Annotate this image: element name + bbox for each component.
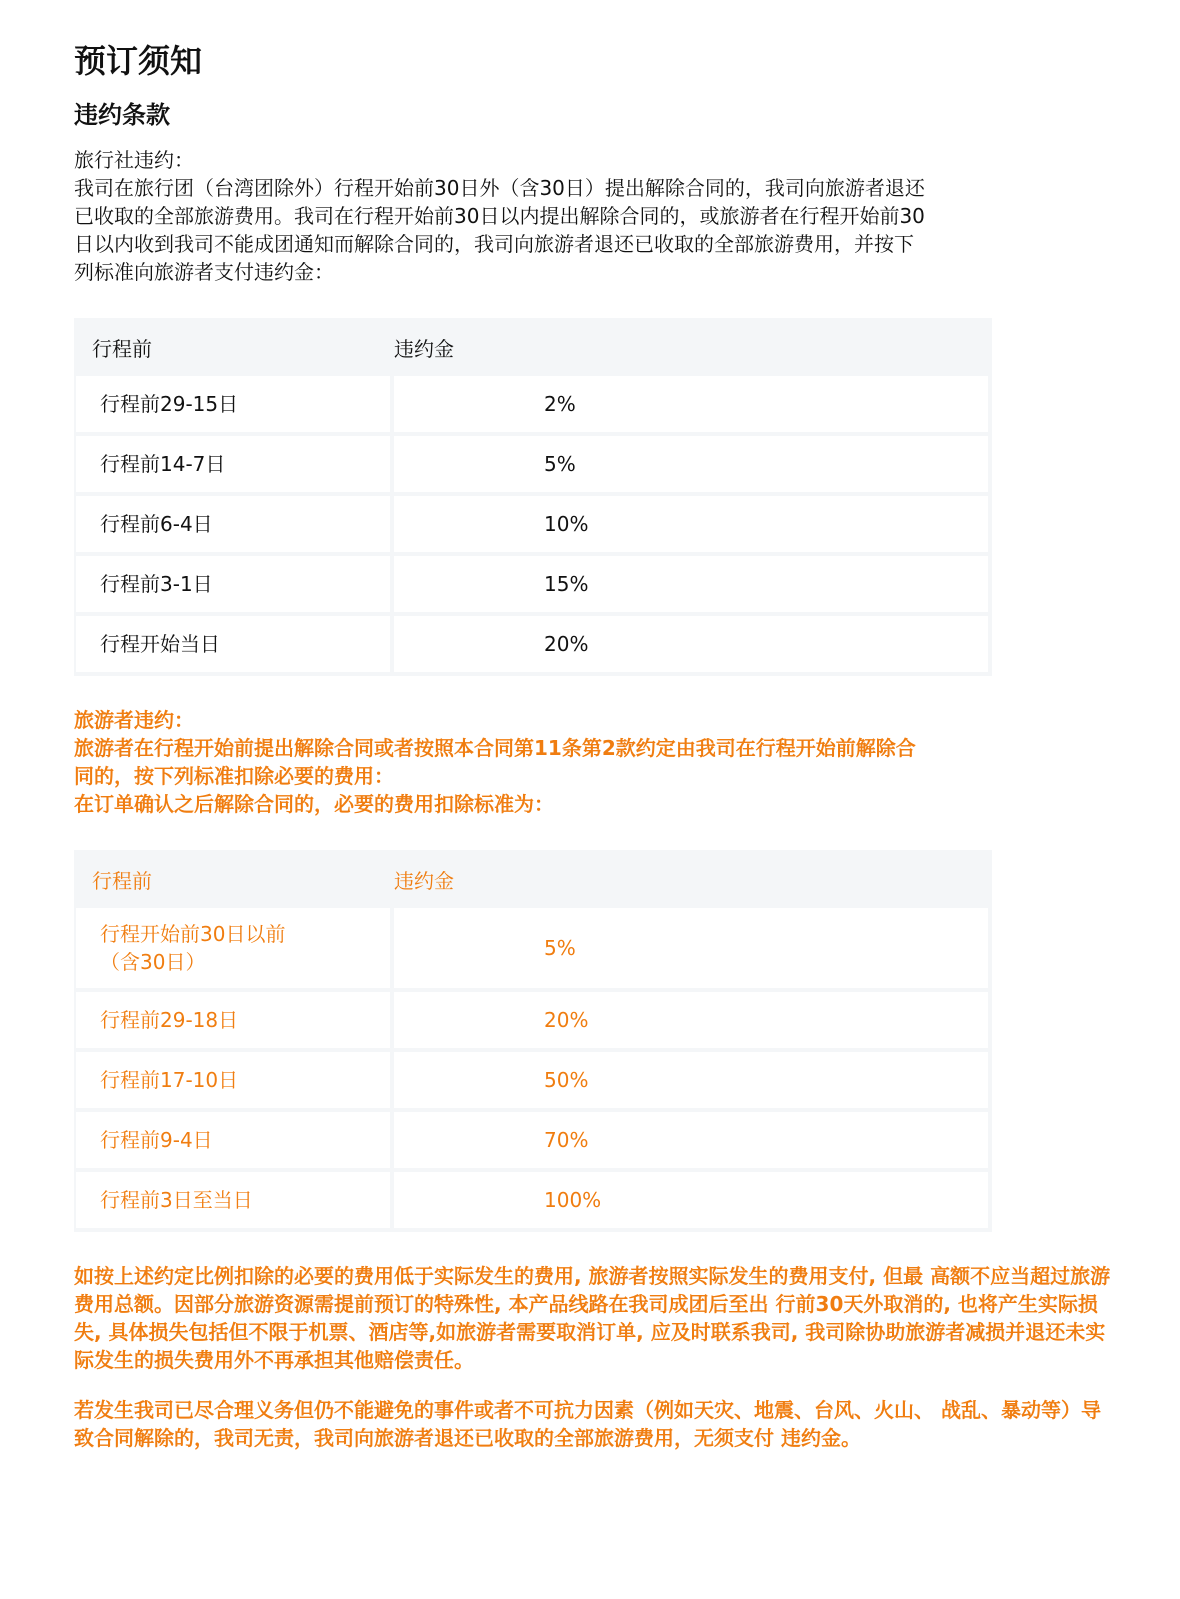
traveler-breach-line: 在订单确认之后解除合同的，必要的费用扣除标准为： (74, 792, 554, 816)
table-cell-days: 行程开始当日 (74, 616, 394, 676)
table-row (74, 1052, 992, 1112)
table-cell-penalty: 20% (394, 616, 992, 676)
agency-breach-line: 已收取的全部旅游费用。我司在行程开始前30日以内提出解除合同的，或旅游者在行程开始前30 (74, 204, 925, 228)
force-majeure-line: 战乱、暴动等）导致合同解除的，我司无责，我司向旅游者退还已收取的全部旅游费用，无须支付 (74, 1398, 1101, 1450)
cost-note-line: 应及时联系我司, 我司除协助旅游者减损并退还未实际发生的损失费用外不再承担其他赔偿责任。 (74, 1320, 1106, 1372)
table-row (74, 376, 992, 436)
table-cell-days: 行程前9-4日 (74, 1112, 394, 1172)
cost-note-line: 行前30天外取消的, 也将产生实际损失, 具体损失包括但不限于机票、酒店等,如旅游者需要取消订单, (74, 1292, 1098, 1344)
section-subtitle: 违约条款 (74, 101, 170, 129)
agency-breach-line: 列标准向旅游者支付违约金： (74, 260, 334, 284)
agency-breach-line: 日以内收到我司不能成团通知而解除合同的，我司向旅游者退还已收取的全部旅游费用，并按下 (74, 232, 914, 256)
table-cell-penalty: 50% (394, 1052, 992, 1112)
table-header-penalty: 违约金 (394, 850, 992, 908)
table-cell-penalty: 70% (394, 1112, 992, 1172)
table-row (74, 496, 992, 556)
table-cell-days-line: （含30日） (100, 950, 206, 974)
traveler-penalty-table (74, 850, 992, 1232)
table-cell-penalty: 100% (394, 1172, 992, 1232)
force-majeure-paragraph (74, 1396, 1120, 1452)
table-header-days: 行程前 (74, 318, 394, 376)
traveler-breach-line: 同的，按下列标准扣除必要的费用： (74, 764, 394, 788)
cost-note-paragraph (74, 1262, 1120, 1374)
table-cell-days: 行程前3-1日 (74, 556, 394, 616)
table-cell-penalty: 20% (394, 992, 992, 1052)
table-row (74, 1112, 992, 1172)
force-majeure-line: 违约金。 (780, 1426, 861, 1450)
table-cell-days: 行程前29-18日 (74, 992, 394, 1052)
table-row (74, 992, 992, 1052)
page-title: 预订须知 (74, 42, 203, 80)
table-cell-penalty: 2% (394, 376, 992, 436)
table-row (74, 556, 992, 616)
table-cell-penalty: 5% (394, 908, 992, 992)
table-cell-days (74, 908, 394, 992)
table-header-days: 行程前 (74, 850, 394, 908)
table-cell-penalty: 10% (394, 496, 992, 556)
cost-note-line: 如按上述约定比例扣除的必要的费用低于实际发生的费用, 旅游者按照实际发生的费用支付, 但最 (74, 1264, 924, 1288)
table-cell-penalty: 15% (394, 556, 992, 616)
agency-breach-text (74, 146, 1120, 286)
table-row (74, 908, 992, 992)
table-cell-days: 行程前3日至当日 (74, 1172, 394, 1232)
agency-breach-line: 我司在旅行团（台湾团除外）行程开始前30日外（含30日）提出解除合同的，我司向旅游者退还 (74, 176, 925, 200)
agency-penalty-table (74, 318, 992, 676)
traveler-breach-text (74, 706, 1120, 818)
table-cell-days: 行程前29-15日 (74, 376, 394, 436)
table-cell-days: 行程前14-7日 (74, 436, 394, 496)
traveler-breach-line: 旅游者在行程开始前提出解除合同或者按照本合同第11条第2款约定由我司在行程开始前解除合 (74, 736, 916, 760)
table-header-penalty: 违约金 (394, 318, 992, 376)
table-cell-days-line: 行程开始前30日以前 (100, 922, 286, 946)
table-cell-days: 行程前6-4日 (74, 496, 394, 556)
table-row (74, 436, 992, 496)
traveler-breach-heading: 旅游者违约： (74, 708, 194, 732)
table-row (74, 616, 992, 676)
table-row (74, 1172, 992, 1232)
table-cell-penalty: 5% (394, 436, 992, 496)
agency-breach-heading: 旅行社违约： (74, 148, 194, 172)
table-cell-days: 行程前17-10日 (74, 1052, 394, 1112)
force-majeure-line: 若发生我司已尽合理义务但仍不能避免的事件或者不可抗力因素（例如天灾、地震、台风、火山、 (74, 1398, 934, 1422)
cost-note-line: 高额不应当超过旅游费用总额。因部分旅游资源需提前预订的特殊性, 本产品线路在我司成团后至出 (74, 1264, 1111, 1316)
booking-notice-page (74, 38, 1120, 1452)
